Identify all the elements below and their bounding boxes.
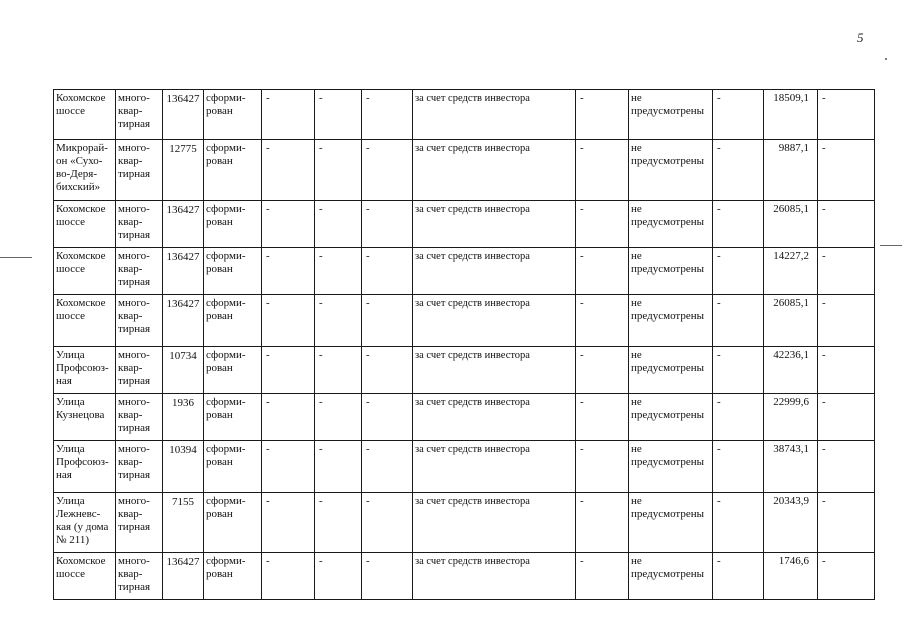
funding-source-cell: за счет средств инвестора xyxy=(413,90,576,140)
measures-cell: не предусмотрены xyxy=(629,248,713,295)
plot-number-cell: 136427 xyxy=(163,248,204,295)
empty-cell-11: - xyxy=(713,90,764,140)
funding-source-cell: за счет средств инвестора xyxy=(413,493,576,553)
plot-number-cell: 10734 xyxy=(163,347,204,394)
measures-cell: не предусмотрены xyxy=(629,347,713,394)
empty-cell-13: - xyxy=(818,90,875,140)
plot-number-cell: 136427 xyxy=(163,295,204,347)
location-cell: Улица Кузнецова xyxy=(54,394,116,441)
empty-cell-5: - xyxy=(262,140,315,201)
location-cell: Улица Профсоюз-ная xyxy=(54,441,116,493)
table-row xyxy=(54,347,875,394)
empty-cell-6: - xyxy=(315,394,362,441)
empty-cell-5: - xyxy=(262,441,315,493)
empty-cell-6: - xyxy=(315,248,362,295)
empty-cell-13: - xyxy=(818,394,875,441)
measures-cell: не предусмотрены xyxy=(629,553,713,600)
table-row xyxy=(54,493,875,553)
empty-cell-13: - xyxy=(818,347,875,394)
empty-cell-9: - xyxy=(576,441,629,493)
empty-cell-7: - xyxy=(362,553,413,600)
empty-cell-13: - xyxy=(818,441,875,493)
area-cell: 26085,1 xyxy=(764,295,818,347)
empty-cell-6: - xyxy=(315,347,362,394)
empty-cell-7: - xyxy=(362,493,413,553)
empty-cell-9: - xyxy=(576,140,629,201)
area-cell: 20343,9 xyxy=(764,493,818,553)
status-cell: сформи-рован xyxy=(204,201,262,248)
building-type-cell: много-квар-тирная xyxy=(116,201,163,248)
empty-cell-9: - xyxy=(576,553,629,600)
empty-cell-11: - xyxy=(713,295,764,347)
status-cell: сформи-рован xyxy=(204,295,262,347)
registry-table xyxy=(53,89,875,600)
status-cell: сформи-рован xyxy=(204,90,262,140)
status-cell: сформи-рован xyxy=(204,140,262,201)
empty-cell-7: - xyxy=(362,248,413,295)
empty-cell-9: - xyxy=(576,90,629,140)
building-type-cell: много-квар-тирная xyxy=(116,347,163,394)
empty-cell-7: - xyxy=(362,394,413,441)
empty-cell-13: - xyxy=(818,201,875,248)
empty-cell-9: - xyxy=(576,493,629,553)
location-cell: Кохомское шоссе xyxy=(54,248,116,295)
plot-number-cell: 7155 xyxy=(163,493,204,553)
building-type-cell: много-квар-тирная xyxy=(116,553,163,600)
location-cell: Кохомское шоссе xyxy=(54,201,116,248)
plot-number-cell: 136427 xyxy=(163,90,204,140)
empty-cell-9: - xyxy=(576,347,629,394)
funding-source-cell: за счет средств инвестора xyxy=(413,201,576,248)
empty-cell-11: - xyxy=(713,493,764,553)
empty-cell-5: - xyxy=(262,248,315,295)
measures-cell: не предусмотрены xyxy=(629,441,713,493)
status-cell: сформи-рован xyxy=(204,553,262,600)
empty-cell-9: - xyxy=(576,201,629,248)
plot-number-cell: 12775 xyxy=(163,140,204,201)
status-cell: сформи-рован xyxy=(204,347,262,394)
empty-cell-5: - xyxy=(262,90,315,140)
empty-cell-5: - xyxy=(262,295,315,347)
area-cell: 9887,1 xyxy=(764,140,818,201)
empty-cell-11: - xyxy=(713,347,764,394)
measures-cell: не предусмотрены xyxy=(629,140,713,201)
registry-table-body xyxy=(54,90,875,600)
funding-source-cell: за счет средств инвестора xyxy=(413,394,576,441)
empty-cell-6: - xyxy=(315,295,362,347)
scan-margin-line-left xyxy=(0,257,32,258)
empty-cell-13: - xyxy=(818,248,875,295)
area-cell: 38743,1 xyxy=(764,441,818,493)
empty-cell-7: - xyxy=(362,295,413,347)
location-cell: Улица Лежневс-кая (у дома № 211) xyxy=(54,493,116,553)
empty-cell-7: - xyxy=(362,90,413,140)
empty-cell-13: - xyxy=(818,493,875,553)
building-type-cell: много-квар-тирная xyxy=(116,248,163,295)
plot-number-cell: 136427 xyxy=(163,553,204,600)
empty-cell-13: - xyxy=(818,553,875,600)
location-cell: Улица Профсоюз-ная xyxy=(54,347,116,394)
table-row xyxy=(54,394,875,441)
measures-cell: не предусмотрены xyxy=(629,295,713,347)
plot-number-cell: 1936 xyxy=(163,394,204,441)
status-cell: сформи-рован xyxy=(204,248,262,295)
area-cell: 1746,6 xyxy=(764,553,818,600)
location-cell: Кохомское шоссе xyxy=(54,295,116,347)
building-type-cell: много-квар-тирная xyxy=(116,493,163,553)
funding-source-cell: за счет средств инвестора xyxy=(413,295,576,347)
area-cell: 42236,1 xyxy=(764,347,818,394)
funding-source-cell: за счет средств инвестора xyxy=(413,248,576,295)
building-type-cell: много-квар-тирная xyxy=(116,90,163,140)
funding-source-cell: за счет средств инвестора xyxy=(413,553,576,600)
empty-cell-11: - xyxy=(713,441,764,493)
empty-cell-6: - xyxy=(315,441,362,493)
funding-source-cell: за счет средств инвестора xyxy=(413,347,576,394)
measures-cell: не предусмотрены xyxy=(629,201,713,248)
table-row xyxy=(54,201,875,248)
location-cell: Кохомское шоссе xyxy=(54,553,116,600)
empty-cell-5: - xyxy=(262,347,315,394)
location-cell: Кохомское шоссе xyxy=(54,90,116,140)
location-cell: Микрорай-он «Сухо-во-Деря-бихский» xyxy=(54,140,116,201)
empty-cell-9: - xyxy=(576,248,629,295)
measures-cell: не предусмотрены xyxy=(629,394,713,441)
empty-cell-6: - xyxy=(315,201,362,248)
page-number: 5 xyxy=(857,30,864,45)
empty-cell-11: - xyxy=(713,201,764,248)
table-row xyxy=(54,295,875,347)
empty-cell-9: - xyxy=(576,394,629,441)
scan-speck xyxy=(885,58,887,60)
measures-cell: не предусмотрены xyxy=(629,493,713,553)
empty-cell-6: - xyxy=(315,140,362,201)
empty-cell-7: - xyxy=(362,201,413,248)
status-cell: сформи-рован xyxy=(204,441,262,493)
empty-cell-7: - xyxy=(362,140,413,201)
table-row xyxy=(54,553,875,600)
empty-cell-11: - xyxy=(713,140,764,201)
empty-cell-11: - xyxy=(713,553,764,600)
empty-cell-5: - xyxy=(262,201,315,248)
empty-cell-6: - xyxy=(315,553,362,600)
building-type-cell: много-квар-тирная xyxy=(116,441,163,493)
status-cell: сформи-рован xyxy=(204,394,262,441)
empty-cell-6: - xyxy=(315,90,362,140)
empty-cell-5: - xyxy=(262,394,315,441)
empty-cell-7: - xyxy=(362,441,413,493)
empty-cell-13: - xyxy=(818,140,875,201)
empty-cell-6: - xyxy=(315,493,362,553)
plot-number-cell: 136427 xyxy=(163,201,204,248)
building-type-cell: много-квар-тирная xyxy=(116,140,163,201)
table-row xyxy=(54,140,875,201)
funding-source-cell: за счет средств инвестора xyxy=(413,441,576,493)
table-row xyxy=(54,441,875,493)
area-cell: 18509,1 xyxy=(764,90,818,140)
table-row xyxy=(54,248,875,295)
building-type-cell: много-квар-тирная xyxy=(116,394,163,441)
empty-cell-11: - xyxy=(713,394,764,441)
scan-margin-line-right xyxy=(880,245,902,246)
empty-cell-7: - xyxy=(362,347,413,394)
area-cell: 26085,1 xyxy=(764,201,818,248)
empty-cell-13: - xyxy=(818,295,875,347)
empty-cell-5: - xyxy=(262,553,315,600)
empty-cell-9: - xyxy=(576,295,629,347)
building-type-cell: много-квар-тирная xyxy=(116,295,163,347)
table-row xyxy=(54,90,875,140)
plot-number-cell: 10394 xyxy=(163,441,204,493)
empty-cell-11: - xyxy=(713,248,764,295)
empty-cell-5: - xyxy=(262,493,315,553)
area-cell: 14227,2 xyxy=(764,248,818,295)
funding-source-cell: за счет средств инвестора xyxy=(413,140,576,201)
area-cell: 22999,6 xyxy=(764,394,818,441)
status-cell: сформи-рован xyxy=(204,493,262,553)
measures-cell: не предусмотрены xyxy=(629,90,713,140)
